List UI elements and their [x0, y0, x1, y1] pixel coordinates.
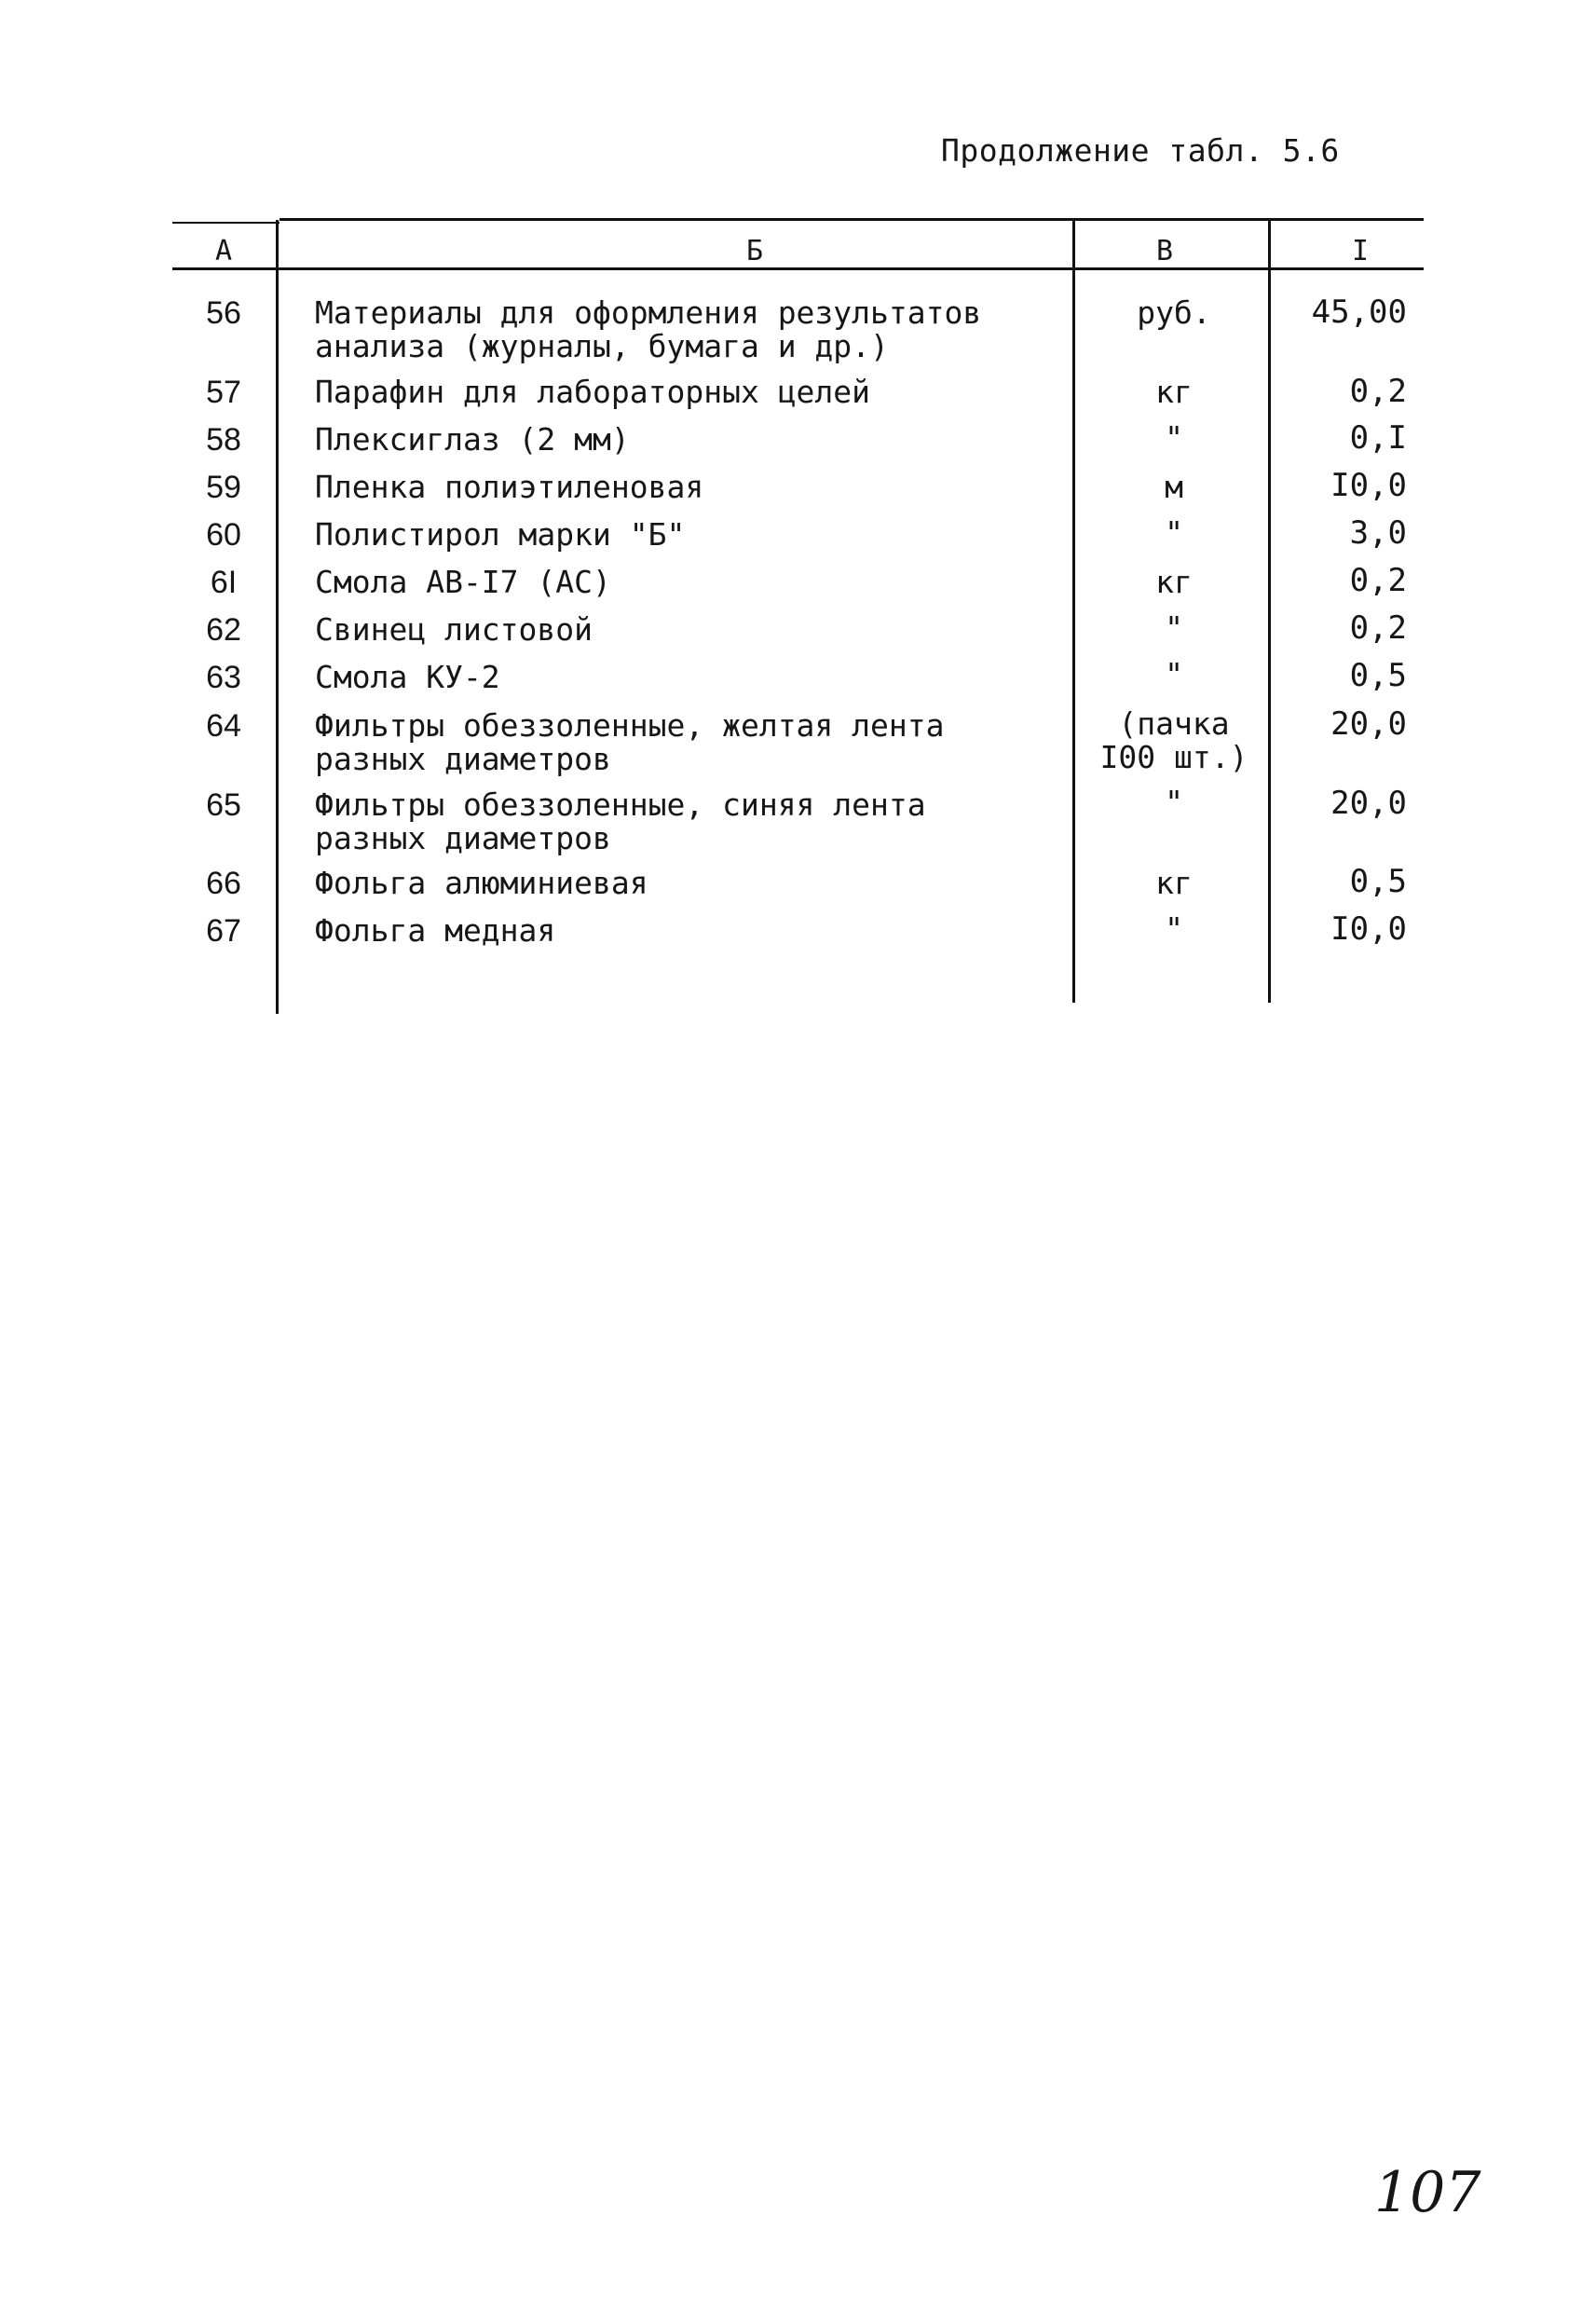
row-number: 57: [206, 375, 241, 410]
table-top-rule-left: [172, 222, 280, 224]
row-unit: кг: [1155, 865, 1193, 901]
row-name: Смола АВ-I7 (АС): [315, 564, 611, 600]
row-unit: (пачка I00 шт.): [1099, 705, 1248, 775]
row-number: 56: [206, 295, 241, 331]
row-name: Фольга медная: [315, 912, 556, 949]
row-unit: кг: [1155, 374, 1193, 410]
page-number: 107: [1374, 2160, 1481, 2225]
row-unit: ": [1165, 609, 1183, 646]
header-col-a: А: [214, 235, 233, 267]
row-name: Парафин для лабораторных целей: [315, 374, 871, 410]
row-quantity: 0,2: [1349, 562, 1407, 599]
row-name: Фольга алюминиевая: [315, 865, 648, 901]
row-name: Свинец листовой: [315, 611, 593, 648]
row-number: 63: [206, 660, 241, 695]
row-name: Материалы для оформления результатов анализа (журналы, бумага и др.): [315, 294, 982, 364]
row-number: 58: [206, 422, 241, 458]
row-quantity: 0,5: [1349, 863, 1407, 900]
header-col-i: I: [1351, 235, 1370, 267]
row-number: 65: [206, 787, 241, 823]
row-quantity: 0,2: [1349, 609, 1407, 647]
column-divider-2: [1072, 220, 1075, 1003]
header-col-b: Б: [745, 235, 764, 267]
row-unit: м: [1165, 469, 1183, 505]
row-quantity: 20,0: [1330, 705, 1407, 743]
row-unit: руб.: [1137, 294, 1211, 331]
row-unit: кг: [1155, 564, 1193, 600]
row-quantity: I0,0: [1330, 910, 1407, 948]
row-name: Смола КУ-2: [315, 659, 500, 695]
column-divider-1: [276, 220, 279, 1014]
row-quantity: 0,I: [1349, 419, 1407, 457]
row-name: Фильтры обеззоленные, желтая лента разных диаметров: [315, 707, 945, 777]
row-quantity: 0,5: [1349, 657, 1407, 694]
row-quantity: 3,0: [1349, 514, 1407, 552]
row-name: Плексиглаз (2 мм): [315, 421, 630, 458]
row-name: Пленка полиэтиленовая: [315, 469, 704, 505]
row-name: Фильтры обеззоленные, синяя лента разных диаметров: [315, 786, 926, 856]
table-caption: Продолжение табл. 5.6: [941, 132, 1340, 169]
row-name: Полистирол марки "Б": [315, 516, 686, 553]
row-quantity: 20,0: [1330, 785, 1407, 822]
row-unit: ": [1165, 910, 1183, 947]
row-quantity: 45,00: [1311, 294, 1407, 331]
row-unit: ": [1165, 656, 1183, 692]
header-bottom-rule: [172, 267, 1424, 270]
column-divider-3: [1268, 220, 1271, 1003]
table-top-rule: [280, 218, 1424, 221]
row-number: 64: [206, 708, 241, 744]
row-unit: ": [1165, 514, 1183, 551]
row-number: 62: [206, 612, 241, 648]
row-unit: ": [1165, 419, 1183, 456]
row-number: 67: [206, 913, 241, 949]
row-number: 59: [206, 470, 241, 505]
row-number: 6I: [210, 565, 238, 600]
row-quantity: I0,0: [1330, 467, 1407, 504]
header-col-v: В: [1155, 235, 1174, 267]
row-unit: ": [1165, 784, 1183, 820]
row-number: 66: [206, 866, 241, 901]
row-number: 60: [206, 517, 241, 553]
row-quantity: 0,2: [1349, 373, 1407, 410]
